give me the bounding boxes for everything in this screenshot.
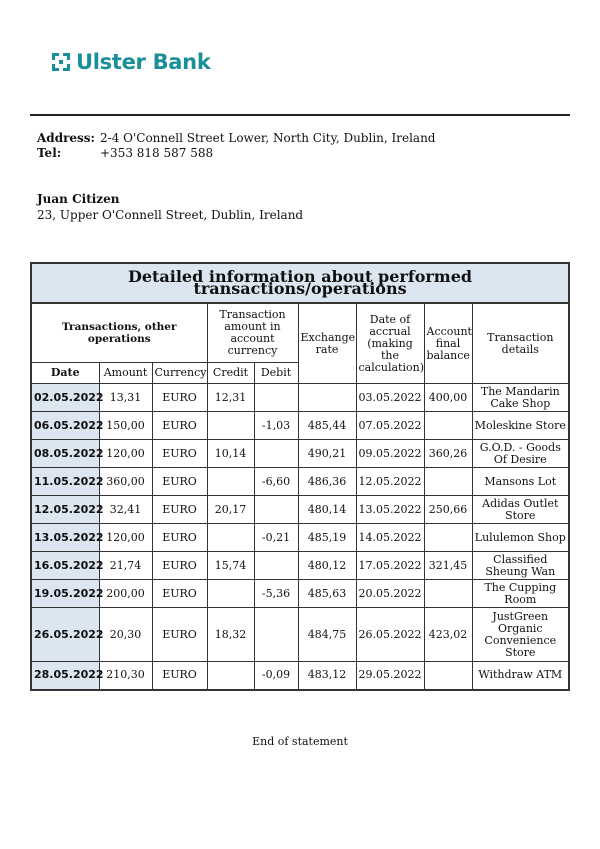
cell-credit: 12,31 [207,384,254,412]
cell-amount: 120,00 [99,440,152,468]
cell-rate: 485,19 [298,524,356,552]
cell-credit: 20,17 [207,496,254,524]
table-row [31,412,569,440]
cell-rate: 485,63 [298,580,356,608]
cell-date: 12.05.2022 [31,496,99,524]
cell-date: 19.05.2022 [31,580,99,608]
cell-balance: 423,02 [424,608,472,662]
cell-credit [207,662,254,690]
cell-balance [424,524,472,552]
cell-rate: 484,75 [298,608,356,662]
cell-date: 28.05.2022 [31,662,99,690]
cell-amount: 120,00 [99,524,152,552]
cell-date: 11.05.2022 [31,468,99,496]
cell-accrual: 17.05.2022 [356,552,424,580]
cell-credit: 18,32 [207,608,254,662]
header-exchange-rate: Exchange rate [298,303,356,384]
transactions-table [30,262,570,691]
cell-details: Lululemon Shop [472,524,569,552]
cell-amount: 360,00 [99,468,152,496]
cell-accrual: 13.05.2022 [356,496,424,524]
cell-currency: EURO [152,580,207,608]
cell-balance: 321,45 [424,552,472,580]
address-value: 2-4 O'Connell Street Lower, North City, Dublin, Ireland [100,131,436,145]
header-amount-account-currency: Transaction amount in account currency [207,303,298,363]
cell-debit: -5,36 [254,580,298,608]
group-header: Transactions, other operations [31,303,207,363]
cell-accrual: 26.05.2022 [356,608,424,662]
cell-date: 02.05.2022 [31,384,99,412]
cell-currency: EURO [152,468,207,496]
table-row [31,580,569,608]
cell-accrual: 29.05.2022 [356,662,424,690]
cell-details: G.O.D. - Goods Of Desire [472,440,569,468]
customer-name: Juan Citizen [37,192,120,206]
cell-currency: EURO [152,524,207,552]
cell-accrual: 12.05.2022 [356,468,424,496]
ulster-bank-logo-icon [50,51,72,73]
cell-credit [207,580,254,608]
header-divider [30,114,570,116]
table-row [31,468,569,496]
cell-details: Adidas Outlet Store [472,496,569,524]
cell-currency: EURO [152,608,207,662]
cell-amount: 210,30 [99,662,152,690]
cell-debit [254,384,298,412]
cell-amount: 20,30 [99,608,152,662]
table-row [31,524,569,552]
cell-details: The Mandarin Cake Shop [472,384,569,412]
cell-debit [254,496,298,524]
cell-balance: 400,00 [424,384,472,412]
cell-credit: 15,74 [207,552,254,580]
cell-rate: 490,21 [298,440,356,468]
cell-debit: -1,03 [254,412,298,440]
cell-rate: 483,12 [298,662,356,690]
cell-date: 26.05.2022 [31,608,99,662]
cell-currency: EURO [152,384,207,412]
cell-currency: EURO [152,496,207,524]
transactions-body [31,384,569,690]
address-label: Address: [37,131,95,145]
cell-balance: 250,66 [424,496,472,524]
cell-accrual: 03.05.2022 [356,384,424,412]
header-transaction-details: Transaction details [472,303,569,384]
col-currency: Currency [152,363,207,384]
table-row [31,384,569,412]
bank-logo [50,50,211,74]
cell-details: Withdraw ATM [472,662,569,690]
table-row [31,552,569,580]
cell-currency: EURO [152,440,207,468]
cell-debit [254,552,298,580]
cell-rate: 486,36 [298,468,356,496]
cell-details: JustGreen Organic Convenience Store [472,608,569,662]
cell-currency: EURO [152,662,207,690]
cell-debit: -6,60 [254,468,298,496]
cell-date: 16.05.2022 [31,552,99,580]
cell-amount: 13,31 [99,384,152,412]
cell-date: 08.05.2022 [31,440,99,468]
cell-credit [207,468,254,496]
bank-name: Ulster Bank [76,50,211,74]
cell-currency: EURO [152,552,207,580]
col-credit: Credit [207,363,254,384]
cell-details: Mansons Lot [472,468,569,496]
col-date: Date [31,363,99,384]
end-of-statement: End of statement [252,735,348,748]
cell-balance [424,412,472,440]
cell-amount: 21,74 [99,552,152,580]
col-debit: Debit [254,363,298,384]
cell-debit: -0,09 [254,662,298,690]
cell-rate: 480,12 [298,552,356,580]
cell-details: The Cupping Room [472,580,569,608]
cell-accrual: 14.05.2022 [356,524,424,552]
col-amount: Amount [99,363,152,384]
tel-label: Tel: [37,146,62,160]
cell-balance [424,468,472,496]
table-title: Detailed information about performed transactions/operations [31,263,569,303]
bank-address-block [37,131,436,161]
cell-accrual: 20.05.2022 [356,580,424,608]
cell-credit [207,412,254,440]
cell-balance [424,662,472,690]
table-row [31,496,569,524]
cell-credit: 10,14 [207,440,254,468]
tel-value: +353 818 587 588 [100,146,214,160]
cell-date: 13.05.2022 [31,524,99,552]
cell-rate [298,384,356,412]
customer-address: 23, Upper O'Connell Street, Dublin, Ireland [37,208,304,222]
cell-rate: 480,14 [298,496,356,524]
cell-accrual: 09.05.2022 [356,440,424,468]
cell-date: 06.05.2022 [31,412,99,440]
table-row [31,662,569,690]
cell-debit [254,608,298,662]
cell-credit [207,524,254,552]
cell-debit: -0,21 [254,524,298,552]
table-row [31,608,569,662]
cell-amount: 200,00 [99,580,152,608]
cell-balance: 360,26 [424,440,472,468]
cell-debit [254,440,298,468]
customer-block [37,191,303,223]
transactions-table-wrapper [30,262,568,691]
cell-amount: 32,41 [99,496,152,524]
cell-amount: 150,00 [99,412,152,440]
header-accrual-date: Date of accrual (making the calculation) [356,303,424,384]
cell-currency: EURO [152,412,207,440]
cell-balance [424,580,472,608]
cell-details: Classified Sheung Wan [472,552,569,580]
cell-accrual: 07.05.2022 [356,412,424,440]
cell-rate: 485,44 [298,412,356,440]
table-row [31,440,569,468]
cell-details: Moleskine Store [472,412,569,440]
header-final-balance: Account final balance [424,303,472,384]
